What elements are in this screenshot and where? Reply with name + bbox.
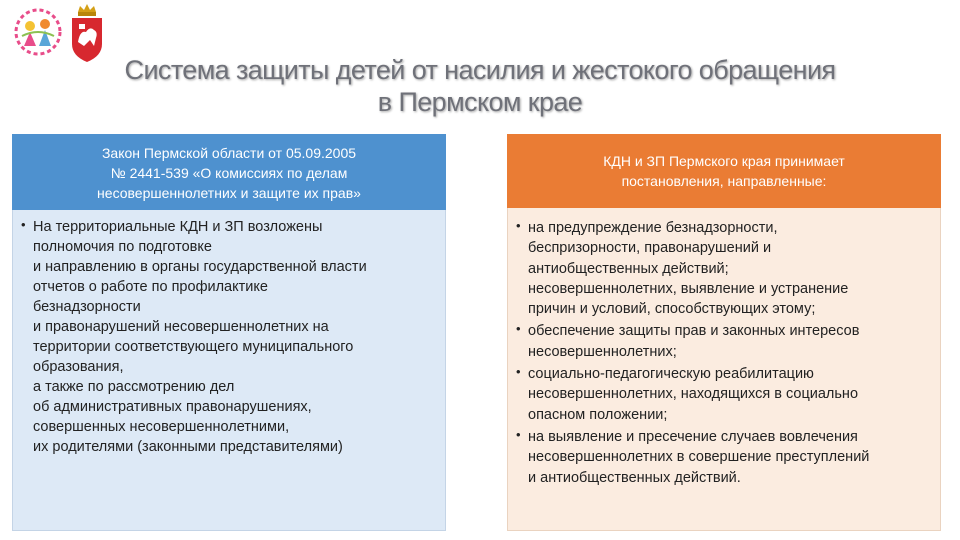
list-item	[514, 218, 934, 319]
title-line-2: в Пермском крае	[377, 87, 583, 117]
list-item	[514, 364, 934, 425]
left-heading-line: несовершеннолетних и защите их прав»	[97, 185, 361, 201]
list-item-line: и направлению в органы государственной власти	[33, 259, 367, 275]
left-panel	[12, 134, 446, 531]
right-panel	[507, 134, 941, 531]
list-item	[19, 217, 439, 457]
list-item-line: безнадзорности	[33, 299, 141, 315]
list-item-line: совершенных несовершеннолетними,	[33, 419, 290, 435]
list-item	[514, 321, 934, 362]
list-item-line: на предупреждение безнадзорности,	[528, 220, 778, 236]
bullet-icon: •	[516, 218, 521, 233]
left-heading-line: № 2441-539 «О комиссиях по делам	[110, 165, 348, 181]
list-item-line: причин и условий, способствующих этому;	[528, 301, 816, 318]
left-panel-body	[19, 217, 439, 459]
list-item-line: образования,	[33, 359, 124, 375]
bullet-icon: •	[516, 364, 521, 380]
list-item-line: об административных правонарушениях,	[33, 399, 312, 415]
right-heading-line: КДН и ЗП Пермского края принимает	[603, 153, 845, 169]
list-item-line: несовершеннолетних;	[528, 343, 677, 360]
list-item-line: обеспечение защиты прав и законных интересов	[528, 323, 860, 340]
left-heading-line: Закон Пермской области от 05.09.2005	[101, 145, 357, 161]
list-item-line: отчетов о работе по профилактике	[33, 279, 268, 295]
page-title	[0, 54, 960, 118]
list-item-line: опасном положении;	[528, 406, 668, 423]
title-line-1: Система защиты детей от насилия и жестокого обращения	[124, 55, 836, 85]
right-panel-heading	[507, 134, 941, 208]
list-item-line: антиобщественных действий;	[528, 260, 729, 277]
bullet-icon: •	[516, 321, 521, 337]
list-item-line: территории соответствующего муниципального	[33, 339, 354, 355]
list-item-line: несовершеннолетних в совершение преступлений	[528, 449, 870, 466]
bullet-icon: •	[21, 217, 26, 232]
bullet-icon: •	[516, 426, 521, 442]
list-item-line: На территориальные КДН и ЗП возложены	[33, 219, 323, 235]
list-item	[514, 427, 934, 488]
list-item-line: и правонарушений несовершеннолетних на	[33, 319, 329, 335]
list-item-line: полномочия по подготовке	[33, 239, 212, 255]
list-item-line: на выявление и пресечение случаев вовлечения	[528, 428, 858, 445]
list-item-line: несовершеннолетних, выявление и устранение	[528, 280, 849, 297]
list-item-line: и антиобщественных действий.	[528, 469, 741, 486]
children-logo-icon	[12, 2, 64, 62]
right-heading-line: постановления, направленные:	[621, 173, 827, 189]
left-panel-heading	[12, 134, 446, 210]
list-item-line: несовершеннолетних, находящихся в социально	[528, 386, 859, 403]
list-item-line: а также по рассмотрению дел	[33, 379, 235, 395]
list-item-line: их родителями (законными представителями)	[33, 439, 343, 455]
right-panel-body	[514, 218, 934, 490]
list-item-line: беспризорности, правонарушений и	[528, 240, 772, 257]
list-item-line: социально-педагогическую реабилитацию	[528, 366, 814, 383]
